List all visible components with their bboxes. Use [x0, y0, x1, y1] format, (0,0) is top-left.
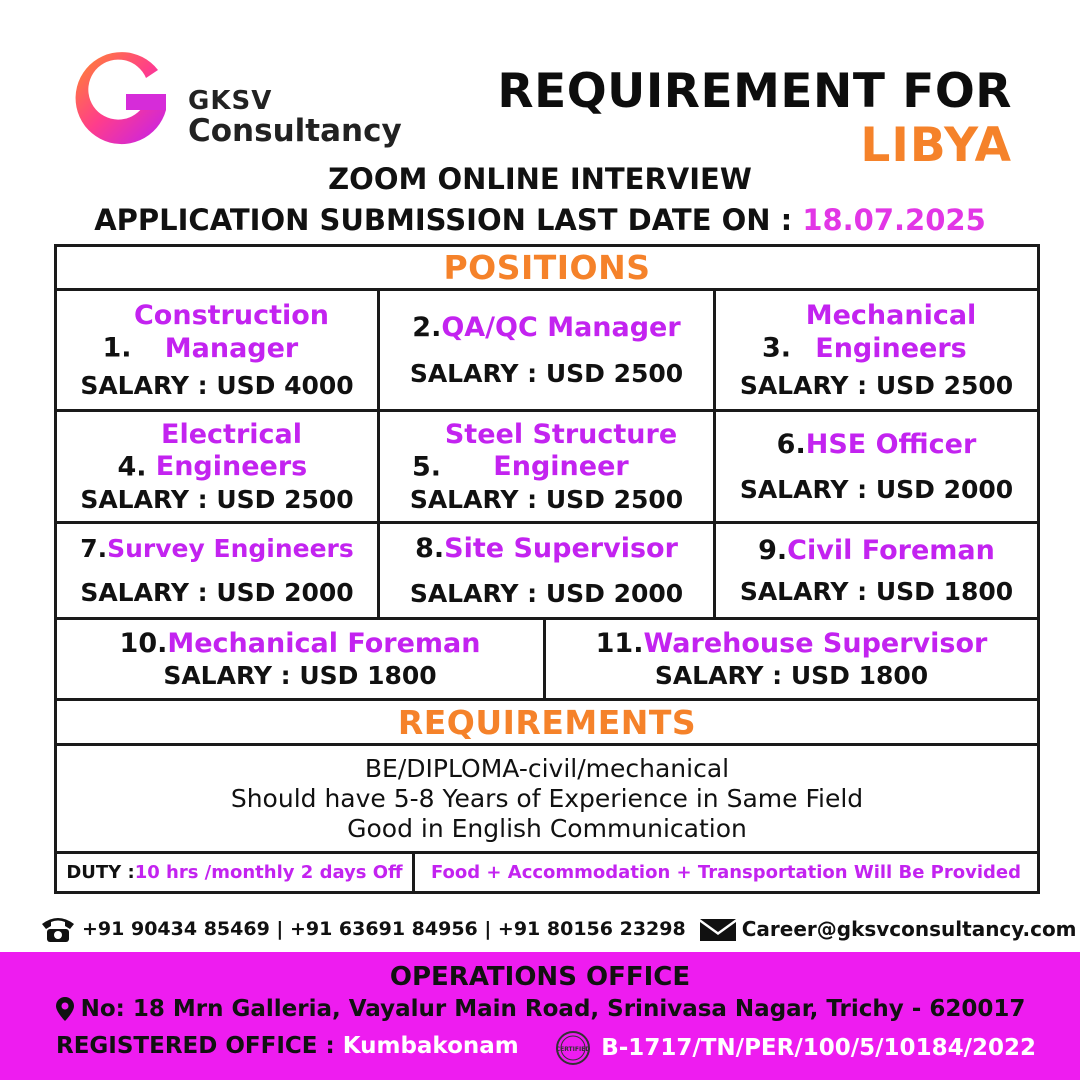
position-cell-2 — [377, 288, 716, 412]
requirement-line: Should have 5-8 Years of Experience in Same Field — [230, 783, 864, 813]
interview-mode: ZOOM ONLINE INTERVIEW — [328, 162, 752, 196]
position-salary: SALARY : USD 4000 — [80, 370, 354, 400]
position-salary: SALARY : USD 2000 — [409, 579, 684, 609]
gksv-logo-icon — [62, 40, 182, 160]
position-salary: SALARY : USD 2500 — [409, 485, 684, 515]
operations-address — [0, 996, 1080, 1022]
position-title: 11.Warehouse Supervisor — [595, 628, 988, 660]
registered-office — [56, 1033, 519, 1059]
requirement-line: BE/DIPLOMA-civil/mechanical — [364, 753, 730, 783]
position-title: 5.Steel Structure Engineer — [411, 418, 678, 482]
position-salary: SALARY : USD 2000 — [739, 475, 1014, 505]
last-date-label: APPLICATION SUBMISSION LAST DATE ON : — [94, 203, 803, 237]
license-block — [551, 1030, 1036, 1066]
brand-line-1: GKSV — [188, 86, 273, 116]
operations-office-title: OPERATIONS OFFICE — [389, 962, 691, 992]
position-title: 10.Mechanical Foreman — [119, 628, 481, 660]
brand-line-2: Consultancy — [188, 113, 402, 149]
benefits-cell — [412, 851, 1040, 894]
telephone-icon — [40, 914, 76, 944]
position-cell-6 — [713, 409, 1040, 524]
position-title: 6.HSE Officer — [776, 428, 977, 460]
brand-name — [188, 88, 402, 147]
duty-label: DUTY : — [66, 862, 135, 883]
position-cell-10 — [54, 617, 546, 701]
position-title: 2.QA/QC Manager — [412, 312, 681, 344]
requirements-heading: REQUIREMENTS — [54, 698, 1040, 746]
registered-value: Kumbakonam — [342, 1033, 519, 1059]
license-number: B-1717/TN/PER/100/5/10184/2022 — [601, 1035, 1036, 1061]
position-salary: SALARY : USD 1800 — [654, 660, 929, 690]
duty-value: 10 hrs /monthly 2 days Off — [134, 862, 403, 883]
position-cell-4 — [54, 409, 380, 524]
position-cell-3 — [713, 288, 1040, 412]
position-title: 4.Electrical Engineers — [117, 418, 308, 482]
benefits-text: Food + Accommodation + Transportation Will Be Provided — [430, 862, 1021, 883]
registered-label: REGISTERED OFFICE : — [56, 1033, 343, 1059]
position-cell-9 — [713, 521, 1040, 620]
envelope-icon — [698, 915, 738, 943]
requirement-line: Good in English Communication — [347, 813, 747, 843]
position-salary: SALARY : USD 2500 — [739, 370, 1014, 400]
position-title: 7.Survey Engineers — [80, 534, 354, 563]
position-title: 1.Construction Manager — [102, 300, 330, 364]
requirements-list — [54, 743, 1040, 854]
last-date-line — [0, 203, 1080, 237]
position-title: 8.Site Supervisor — [415, 532, 678, 564]
map-pin-icon — [55, 996, 75, 1022]
position-cell-5 — [377, 409, 716, 524]
position-cell-1 — [54, 288, 380, 412]
position-salary: SALARY : USD 2500 — [80, 485, 354, 515]
position-salary: SALARY : USD 2000 — [80, 578, 354, 607]
stamp-text: CERTIFIED — [555, 1046, 591, 1053]
certified-stamp-icon — [551, 1030, 595, 1066]
position-cell-8 — [377, 521, 716, 620]
position-cell-7 — [54, 521, 380, 620]
duty-cell — [54, 851, 415, 894]
last-date-value: 18.07.2025 — [802, 203, 986, 237]
phone-numbers[interactable]: +91 90434 85469 | +91 63691 84956 | +91 80156 23298 — [82, 918, 686, 940]
position-title: 3.Mechanical Engineers — [761, 300, 977, 364]
position-salary: SALARY : USD 1800 — [739, 577, 1014, 607]
position-cell-11 — [543, 617, 1040, 701]
address-text: No: 18 Mrn Galleria, Vayalur Main Road, Srinivasa Nagar, Trichy - 620017 — [80, 996, 1026, 1022]
positions-heading: POSITIONS — [54, 244, 1040, 291]
contact-row — [40, 912, 1077, 946]
position-salary: SALARY : USD 1800 — [163, 660, 437, 690]
country-title: LIBYA — [860, 118, 1012, 173]
position-salary: SALARY : USD 2500 — [409, 358, 684, 388]
page-title: REQUIREMENT FOR — [497, 64, 1012, 119]
position-title: 9.Civil Foreman — [758, 534, 995, 566]
email-link[interactable]: Career@gksvconsultancy.com — [741, 917, 1077, 941]
